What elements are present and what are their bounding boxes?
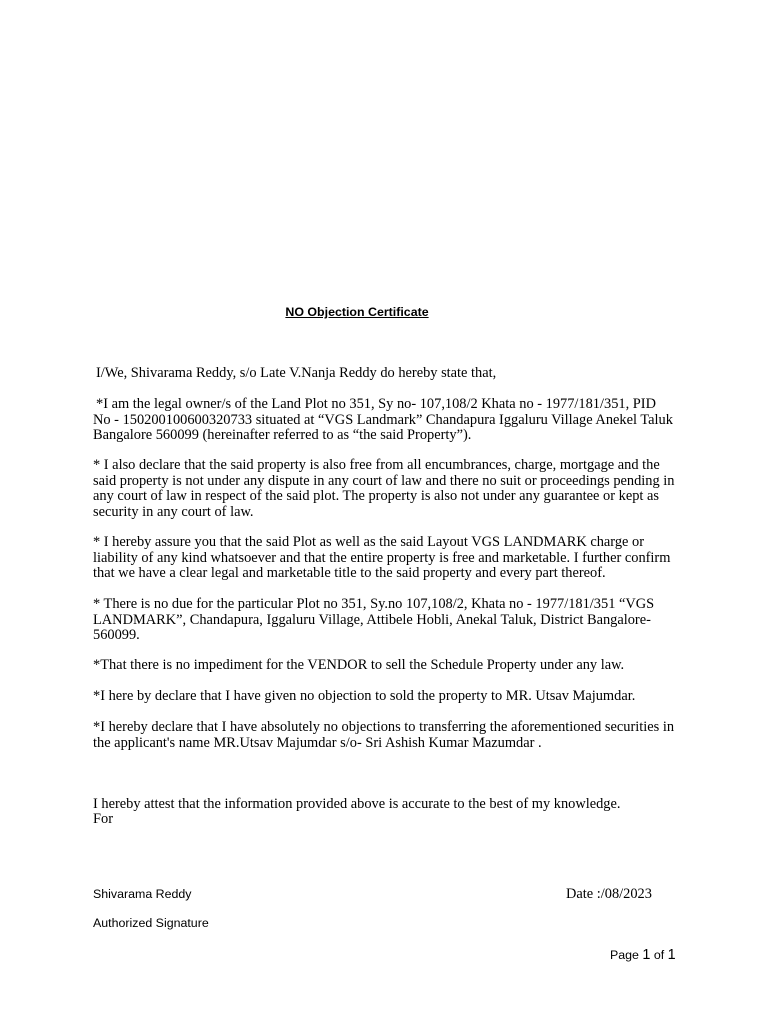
attestation-statement: I hereby attest that the information provided above is accurate to the best of my knowledge.	[93, 796, 621, 812]
paragraph-no-objection: *I here by declare that I have given no objection to sold the property to MR. Utsav Majumdar.	[93, 688, 636, 704]
paragraph-assurance: * I hereby assure you that the said Plot as well as the said Layout VGS LANDMARK charge or liability of any kind whatsoever and that the entire property is free and marketable. I further confirm that we have a clear legal and marketable title to the said property and every part thereof.	[93, 534, 671, 582]
paragraph-no-impediment: *That there is no impediment for the VENDOR to sell the Schedule Property under any law.	[93, 657, 625, 673]
page-current: 1	[642, 947, 651, 963]
of-label: of	[653, 948, 665, 962]
page-total: 1	[667, 947, 676, 963]
paragraph-ownership: *I am the legal owner/s of the Land Plot no 351, Sy no- 107,108/2 Khata no - 1977/181/351, PID No - 150200100600320733 situated at “VGS Landmark” Chandapura Iggaluru Village Anekel Taluk Bangalore 560099 (hereinafter referred to as “the said Property”).	[93, 396, 673, 444]
page-number-footer	[610, 947, 676, 963]
paragraph-no-dues: * There is no due for the particular Plot no 351, Sy.no 107,108/2, Khata no - 1977/181/351 “VGS LANDMARK”, Chandapura, Iggaluru Village, Attibele Hobli, Anekal Taluk, District Bangalore-560099.	[93, 596, 655, 644]
intro-statement: I/We, Shivarama Reddy, s/o Late V.Nanja Reddy do hereby state that,	[96, 365, 497, 381]
signatory-name: Shivarama Reddy	[93, 887, 192, 901]
paragraph-transfer: *I hereby declare that I have absolutely no objections to transferring the aforementioned securities in the applicant's name MR.Utsav Majumdar s/o- Sri Ashish Kumar Mazumdar .	[93, 719, 675, 751]
page-label: Page	[610, 948, 639, 962]
signature-date: Date :/08/2023	[566, 886, 652, 902]
document-title: NO Objection Certificate	[285, 305, 429, 319]
authorized-signature-label: Authorized Signature	[93, 916, 209, 930]
for-label: For	[93, 811, 113, 827]
paragraph-encumbrances: * I also declare that the said property is also free from all encumbrances, charge, mortgage and the said property is not under any dispute in any court of law and there no suit or proceedings pending in any court of law in respect of the said plot. The property is also not under any guarantee or kept as security in any court of law.	[93, 457, 675, 520]
